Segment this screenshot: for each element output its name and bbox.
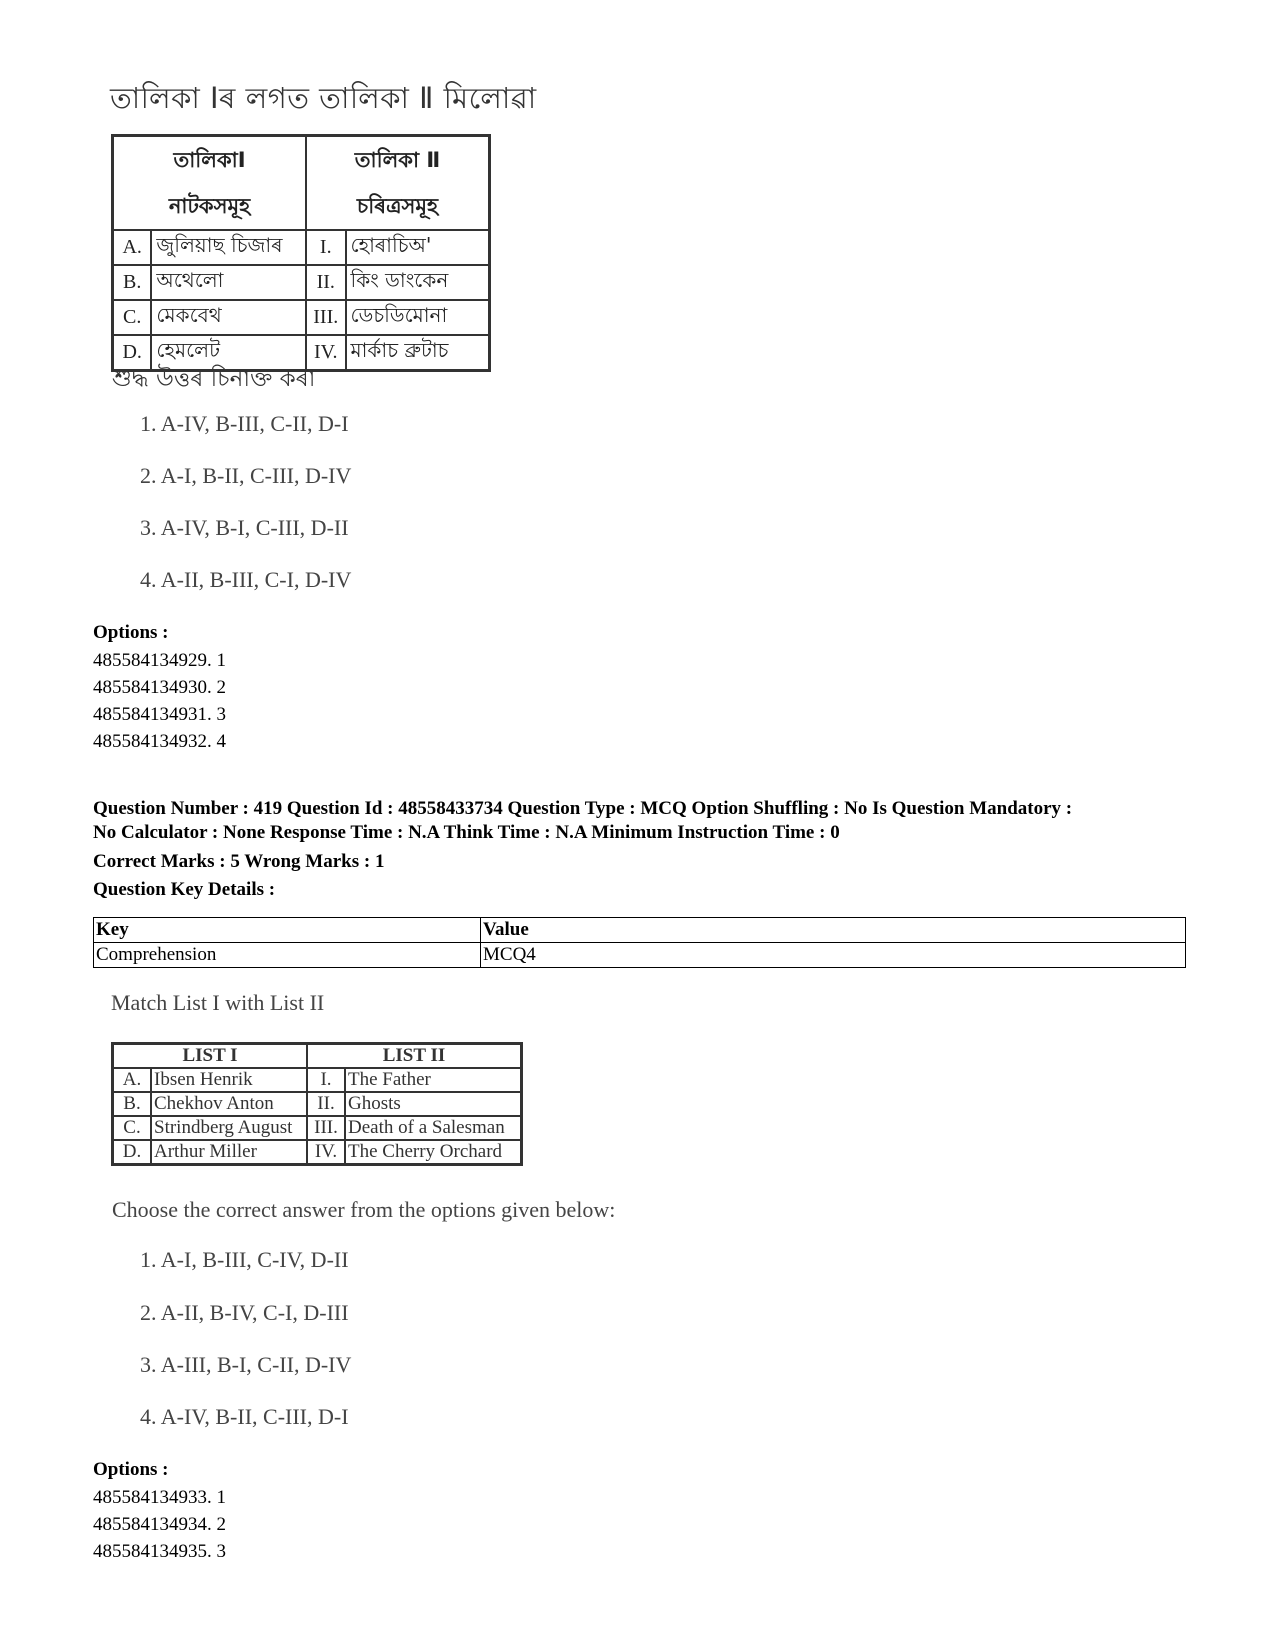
table-header-row (113, 1044, 522, 1069)
row-left: জুলিয়াছ চিজাৰ (151, 230, 306, 265)
row-letter: D. (113, 335, 152, 371)
table-header-row (113, 136, 490, 231)
row-roman: III. (306, 300, 346, 335)
q1-option-1: 485584134929. 1 (93, 650, 226, 671)
q1-prompt: শুদ্ধ উত্তৰ চিনাক্ত কৰা (112, 366, 316, 392)
row-right: কিং ডাংকেন (346, 265, 490, 300)
q1-choice-1: 1. A-IV, B-III, C-II, D-I (140, 411, 349, 436)
row-right: ডেচডিমোনা (346, 300, 490, 335)
key-header: Key (94, 918, 481, 943)
q1-choice-2: 2. A-I, B-II, C-III, D-IV (140, 463, 352, 488)
q1-match-table (111, 134, 491, 372)
q2-options-label: Options : (93, 1459, 169, 1480)
q2-choice-4: 4. A-IV, B-II, C-III, D-I (140, 1404, 349, 1429)
q1-choice-4: 4. A-II, B-III, C-I, D-IV (140, 567, 352, 592)
table-row (94, 943, 1186, 968)
row-right: Death of a Salesman (345, 1116, 522, 1140)
table-row (113, 300, 490, 335)
header-line: চৰিত্ৰসমূহ (356, 194, 439, 218)
row-left: অথেলো (151, 265, 306, 300)
q2-key-details-label: Question Key Details : (93, 879, 276, 900)
q2-option-2: 485584134934. 2 (93, 1514, 226, 1535)
row-letter: D. (113, 1140, 152, 1165)
q1-options-label: Options : (93, 622, 169, 643)
q2-marks: Correct Marks : 5 Wrong Marks : 1 (93, 851, 385, 872)
row-roman: IV. (307, 1140, 345, 1165)
row-roman: II. (307, 1092, 345, 1116)
q2-choice-3: 3. A-III, B-I, C-II, D-IV (140, 1352, 352, 1377)
row-left: হেমলেট (151, 335, 306, 371)
header-line: তালিকা Ⅱ (354, 148, 441, 172)
row-letter: B. (113, 265, 152, 300)
q1-option-3: 485584134931. 3 (93, 704, 226, 725)
row-roman: II. (306, 265, 346, 300)
row-roman: I. (307, 1068, 345, 1092)
q2-meta (93, 797, 1193, 845)
table-row (113, 1068, 522, 1092)
row-left: Strindberg August (151, 1116, 307, 1140)
row-letter: A. (113, 1068, 152, 1092)
q2-meta-line2: No Calculator : None Response Time : N.A Think Time : N.A Minimum Instruction Time : 0 (93, 822, 840, 843)
row-left: Arthur Miller (151, 1140, 307, 1165)
q1-title: তালিকা Ⅰৰ লগত তালিকা Ⅱ মিলোৱা (110, 81, 537, 115)
key-cell: Comprehension (94, 943, 481, 968)
q1-option-4: 485584134932. 4 (93, 731, 226, 752)
row-right: The Father (345, 1068, 522, 1092)
table-row (113, 1140, 522, 1165)
q2-option-1: 485584134933. 1 (93, 1487, 226, 1508)
q1-choice-3: 3. A-IV, B-I, C-III, D-II (140, 515, 349, 540)
q2-option-3: 485584134935. 3 (93, 1541, 226, 1562)
q2-title: Match List I with List II (111, 990, 325, 1015)
value-cell: MCQ4 (481, 943, 1186, 968)
row-letter: B. (113, 1092, 152, 1116)
row-left: Ibsen Henrik (151, 1068, 307, 1092)
row-letter: A. (113, 230, 152, 265)
table-row (113, 1092, 522, 1116)
row-left: Chekhov Anton (151, 1092, 307, 1116)
q2-prompt: Choose the correct answer from the options given below: (112, 1197, 616, 1222)
q2-meta-line1: Question Number : 419 Question Id : 48558433734 Question Type : MCQ Option Shuffling : No Is Question Mandatory : (93, 798, 1073, 819)
q2-header-list1: LIST I (113, 1044, 308, 1069)
q2-header-list2: LIST II (307, 1044, 522, 1069)
value-header: Value (481, 918, 1186, 943)
row-roman: III. (307, 1116, 345, 1140)
table-row (113, 1116, 522, 1140)
row-roman: IV. (306, 335, 346, 371)
q2-choice-1: 1. A-I, B-III, C-IV, D-II (140, 1247, 349, 1272)
row-roman: I. (306, 230, 346, 265)
table-row (94, 918, 1186, 943)
q1-header-list2 (306, 136, 490, 231)
q1-option-2: 485584134930. 2 (93, 677, 226, 698)
table-row (113, 230, 490, 265)
row-letter: C. (113, 1116, 152, 1140)
q2-choice-2: 2. A-II, B-IV, C-I, D-III (140, 1300, 349, 1325)
row-left: মেকবেথ (151, 300, 306, 335)
q2-key-table (93, 917, 1186, 968)
q1-header-list1 (113, 136, 307, 231)
row-right: The Cherry Orchard (345, 1140, 522, 1165)
table-row (113, 265, 490, 300)
header-line: নাটকসমূহ (168, 194, 251, 218)
row-right: Ghosts (345, 1092, 522, 1116)
row-right: মাৰ্কাচ ব্ৰুটাচ (346, 335, 490, 371)
q2-match-table (111, 1042, 523, 1166)
row-letter: C. (113, 300, 152, 335)
header-line: তালিকাⅠ (173, 148, 246, 172)
row-right: হোৰাচিঅ' (346, 230, 490, 265)
